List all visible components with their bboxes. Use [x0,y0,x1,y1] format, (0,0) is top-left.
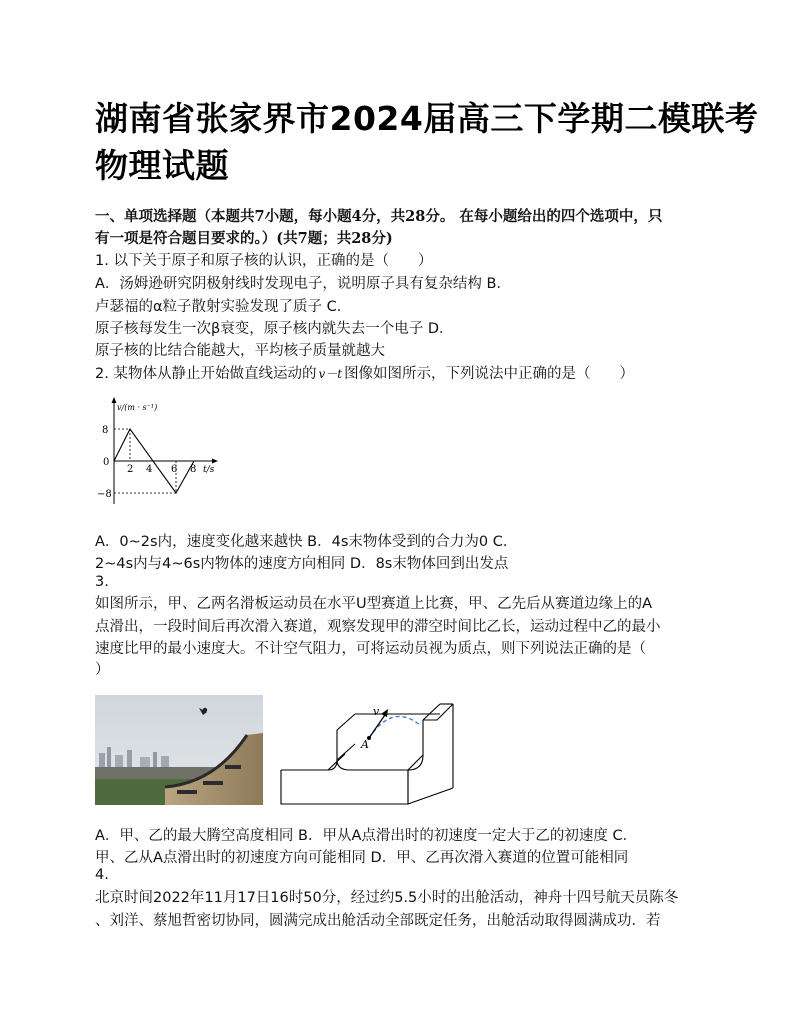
graph-y-label: v/(m · s⁻¹) [117,403,158,412]
q3-number: 3. [95,574,109,590]
graph-x-label: t/s [203,465,215,475]
graph-tick-y-8: 8 [102,425,109,436]
q2-stem [95,362,634,383]
q2-option-line-1: A．0~2s内，速度变化越来越快 B．4s末物体受到的合力为0 C． [95,534,518,550]
section-header-line-2: 有一项是符合题目要求的。）(共7题；共28分) [95,230,393,247]
q4-number: 4. [95,867,109,883]
page-title-line-2: 物理试题 [95,146,229,185]
page-title-line-1: 湖南省张家界市2024届高三下学期二模联考 [95,99,759,138]
q1-option-line-1: A．汤姆逊研究阴极射线时发现电子，说明原子具有复杂结构 B． [95,276,511,292]
q4-paragraph-line-2: 、刘洋、蔡旭哲密切协同，圆满完成出舱活动全部既定任务，出舱活动取得圆满成功．若 [95,913,661,929]
q3-paragraph-line-3: 速度比甲的最小速度大。不计空气阻力，可将运动员视为质点，则下列说法正确的是（ [95,641,646,657]
q1-option-line-4: 原子核的比结合能越大，平均核子质量就越大 [95,343,385,359]
graph-tick-x-6: 6 [171,464,178,475]
q3-paragraph-line-2: 点滑出，一段时间后再次滑入赛道，观察发现甲的滞空时间比乙长，运动过程中乙的最小 [95,619,661,635]
graph-tick-y-neg8: −8 [97,489,112,500]
diagram-v-label: v [373,705,380,718]
q3-skateboard-photo [95,695,263,805]
q1-option-line-2: 卢瑟福的α粒子散射实验发现了质子 C． [95,299,352,315]
q3-option-line-1: A．甲、乙的最大腾空高度相同 B．甲从A点滑出时的初速度一定大于乙的初速度 C． [95,828,638,844]
q2-vt-graph [97,396,237,511]
diagram-A-label: A [361,738,369,751]
q2-stem-post: 图像如图所示，下列说法中正确的是（ ） [344,366,635,382]
graph-tick-x-8: 8 [190,464,197,475]
q2-stem-pre: 2. 某物体从静止开始做直线运动的 [95,366,317,382]
q2-stem-math: v－t [318,367,343,381]
q3-u-track-diagram [275,700,475,808]
graph-y-arrow [112,397,117,403]
graph-x-arrow [212,459,218,464]
q1-stem: 1. 以下关于原子和原子核的认识，正确的是（ ） [95,253,433,269]
graph-tick-y-0: 0 [103,457,110,468]
q3-option-line-2: 甲、乙从A点滑出时的初速度方向可能相同 D．甲、乙再次滑入赛道的位置可能相同 [95,850,629,866]
q1-option-line-3: 原子核每发生一次β衰变，原子核内就失去一个电子 D． [95,321,454,337]
q3-paragraph-line-4: ） [95,662,110,678]
section-header-line-1: 一、单项选择题（本题共7小题，每小题4分，共28分。 在每小题给出的四个选项中，只 [95,208,663,225]
graph-tick-x-4: 4 [146,464,153,475]
q4-paragraph-line-1: 北京时间2022年11月17日16时50分，经过约5.5小时的出舱活动，神舟十四号航天员陈冬 [95,890,679,906]
q2-option-line-2: 2~4s内与4~6s内物体的速度方向相同 D．8s末物体回到出发点 [95,556,509,572]
q3-paragraph-line-1: 如图所示，甲、乙两名滑板运动员在水平U型赛道上比赛，甲、乙先后从赛道边缘上的A [95,596,653,612]
graph-tick-x-2: 2 [127,464,134,475]
